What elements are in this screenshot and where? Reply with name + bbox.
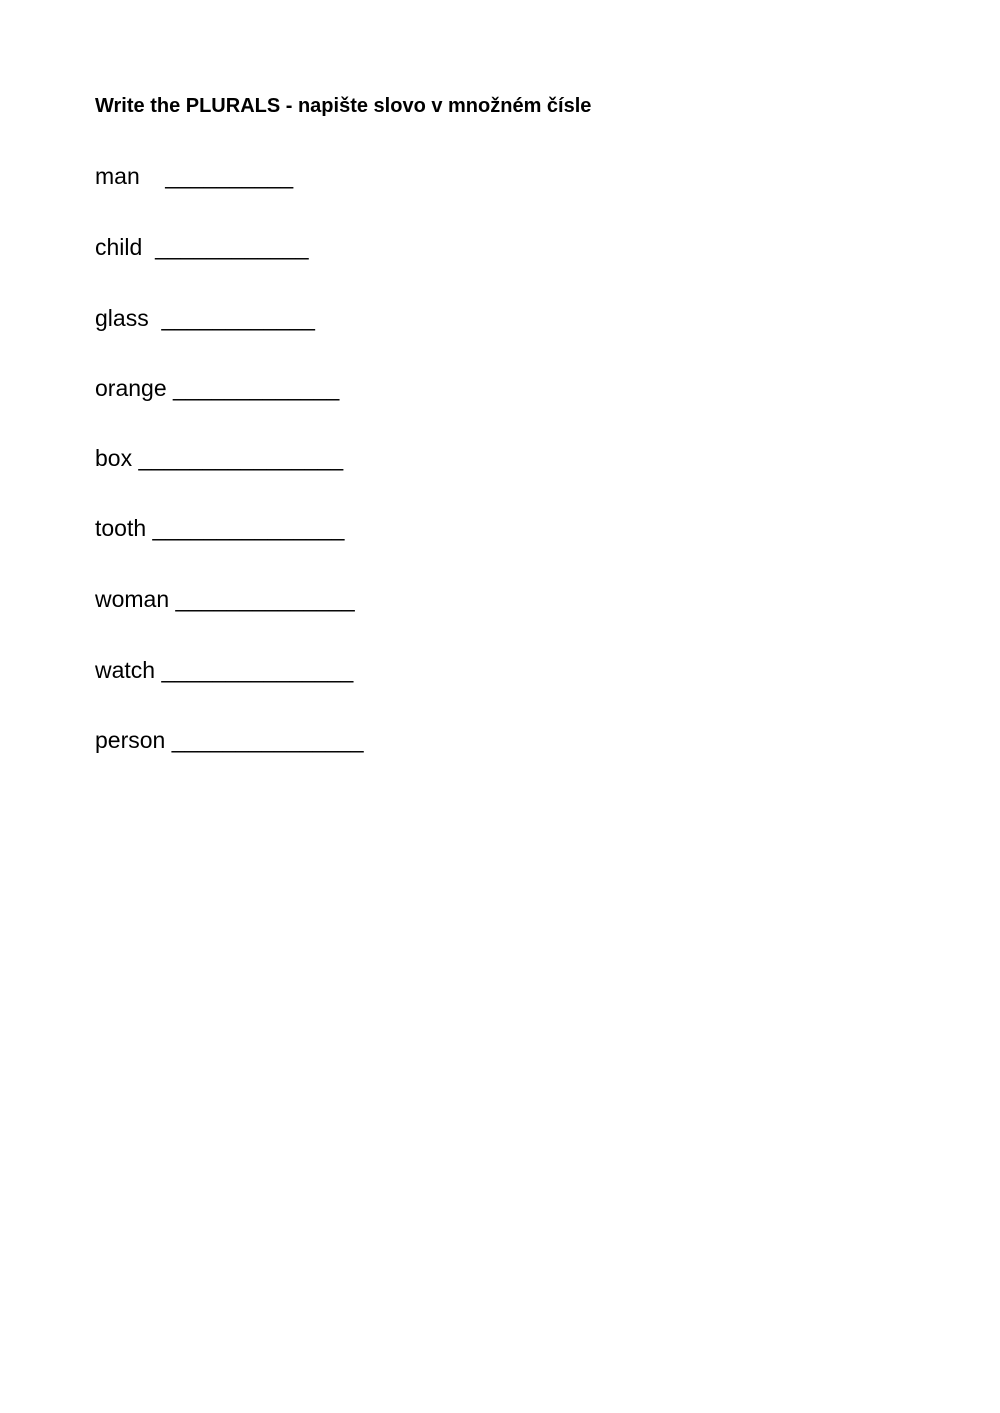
- exercise-item-box: box ________________: [95, 445, 344, 471]
- exercise-item-glass: glass ____________: [95, 305, 315, 331]
- exercise-item-person: person _______________: [95, 727, 364, 753]
- exercise-item-tooth: tooth _______________: [95, 515, 345, 541]
- exercise-item-woman: woman ______________: [95, 586, 355, 612]
- worksheet-title: Write the PLURALS - napište slovo v množném čísle: [95, 95, 592, 117]
- exercise-item-watch: watch _______________: [95, 657, 354, 683]
- exercise-item-orange: orange _____________: [95, 375, 340, 401]
- exercise-item-child: child ____________: [95, 234, 309, 260]
- exercise-item-man: man __________: [95, 163, 294, 189]
